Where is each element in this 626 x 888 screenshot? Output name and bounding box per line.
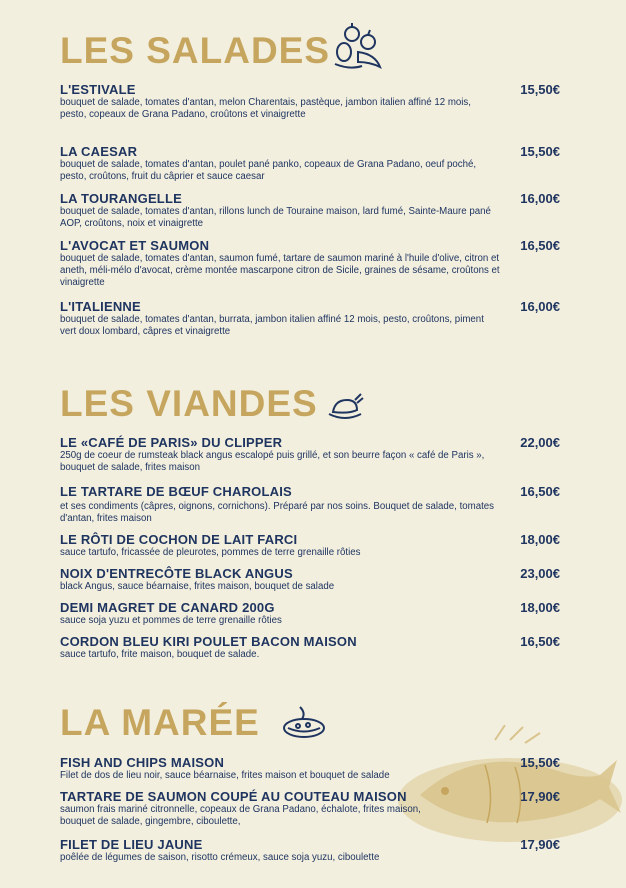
item-name: NOIX D'ENTRECÔTE BLACK ANGUS [60, 566, 293, 581]
menu-item [60, 238, 566, 289]
roast-chicken-icon [325, 392, 365, 424]
menu-item [60, 435, 566, 474]
menu-item [60, 299, 566, 338]
item-description: bouquet de salade, tomates d'antan, melon Charentais, pastèque, jambon italien affiné 12 mois, pesto, copeaux de Grana Padano, croûtons et vinaigrette [60, 97, 471, 120]
item-price: 18,00€ [520, 600, 560, 615]
item-description: poêlée de légumes de saison, risotto crémeux, sauce soja yuzu, ciboulette [60, 852, 380, 863]
item-name: FILET DE LIEU JAUNE [60, 837, 203, 852]
item-description: et ses condiments (câpres, oignons, cornichons). Préparé par nos soins. Bouquet de salade, tomates d'antan, frites maison [60, 501, 495, 524]
item-price: 15,50€ [520, 144, 560, 159]
menu-item [60, 837, 566, 864]
item-name: CORDON BLEU KIRI POULET BACON MAISON [60, 634, 357, 649]
item-name: LE TARTARE DE BŒUF CHAROLAIS [60, 484, 292, 499]
section-title: LES VIANDES [60, 383, 318, 424]
item-name: L'AVOCAT ET SAUMON [60, 238, 210, 253]
item-description: 250g de coeur de rumsteak black angus escalopé puis grillé, et son beurre façon « café de Paris », bouquet de salade, frites maison [60, 450, 485, 473]
item-price: 16,00€ [520, 299, 560, 314]
item-price: 15,50€ [520, 755, 560, 770]
menu-item [60, 191, 566, 230]
menu-item [60, 600, 566, 627]
item-price: 16,50€ [520, 238, 560, 253]
item-price: 23,00€ [520, 566, 560, 581]
item-name: TARTARE DE SAUMON COUPÉ AU COUTEAU MAISON [60, 789, 407, 804]
item-description: sauce tartufo, frite maison, bouquet de salade. [60, 649, 260, 660]
item-description: bouquet de salade, tomates d'antan, rillons lunch de Touraine maison, lard fumé, Sainte-Maure pané AOP, croûtons, noix et vinaigrette [60, 206, 491, 229]
item-description: bouquet de salade, tomates d'antan, saumon fumé, tartare de saumon mariné à l'huile d'olive, citron et aneth, méli-mélo d'avocat, crème montée mascarpone citron de Sicile, graines de sésame, croûtons et vinaigrette [60, 253, 500, 288]
item-name: FISH AND CHIPS MAISON [60, 755, 225, 770]
item-price: 18,00€ [520, 532, 560, 547]
menu-item [60, 755, 566, 782]
item-price: 16,50€ [520, 484, 560, 499]
item-price: 16,50€ [520, 634, 560, 649]
menu-item [60, 484, 566, 525]
item-description: black Angus, sauce béarnaise, frites maison, bouquet de salade [60, 581, 335, 592]
item-price: 15,50€ [520, 82, 560, 97]
menu-item [60, 789, 566, 828]
item-price: 17,90€ [520, 789, 560, 804]
menu-item [60, 532, 566, 559]
menu-item [60, 82, 566, 121]
item-price: 22,00€ [520, 435, 560, 450]
item-name: LA CAESAR [60, 144, 138, 159]
item-name: L'ITALIENNE [60, 299, 141, 314]
item-description: sauce soja yuzu et pommes de terre grenaille rôties [60, 615, 282, 626]
item-description: Filet de dos de lieu noir, sauce béarnaise, frites maison et bouquet de salade [60, 770, 390, 781]
item-name: LA TOURANGELLE [60, 191, 182, 206]
item-description: bouquet de salade, tomates d'antan, poulet pané panko, copeaux de Grana Padano, oeuf poché, pesto, croûtons, fruit du câprier et sauce caesar [60, 159, 477, 182]
item-description: sauce tartufo, fricassée de pleurotes, pommes de terre grenaille rôties [60, 547, 361, 558]
section-title: LA MARÉE [60, 702, 260, 743]
item-name: LE RÔTI DE COCHON DE LAIT FARCI [60, 532, 298, 547]
item-description: bouquet de salade, tomates d'antan, burrata, jambon italien affiné 12 mois, pesto, croûtons, piment vert doux lombard, câpres et vinaigrette [60, 314, 484, 337]
menu-item [60, 566, 566, 593]
item-name: L'ESTIVALE [60, 82, 136, 97]
item-price: 17,90€ [520, 837, 560, 852]
menu-item [60, 144, 566, 183]
menu-item [60, 634, 566, 661]
item-description: saumon frais mariné citronnelle, copeaux de Grana Padano, échalote, frites maison, bouquet de salade, gingembre, ciboulette, [60, 804, 421, 827]
section-title: LES SALADES [60, 30, 331, 71]
item-price: 16,00€ [520, 191, 560, 206]
item-name: LE «CAFÉ DE PARIS» DU CLIPPER [60, 435, 283, 450]
item-name: DEMI MAGRET DE CANARD 200G [60, 600, 275, 615]
seafood-pan-icon [280, 703, 328, 743]
vegetables-icon [330, 22, 385, 72]
